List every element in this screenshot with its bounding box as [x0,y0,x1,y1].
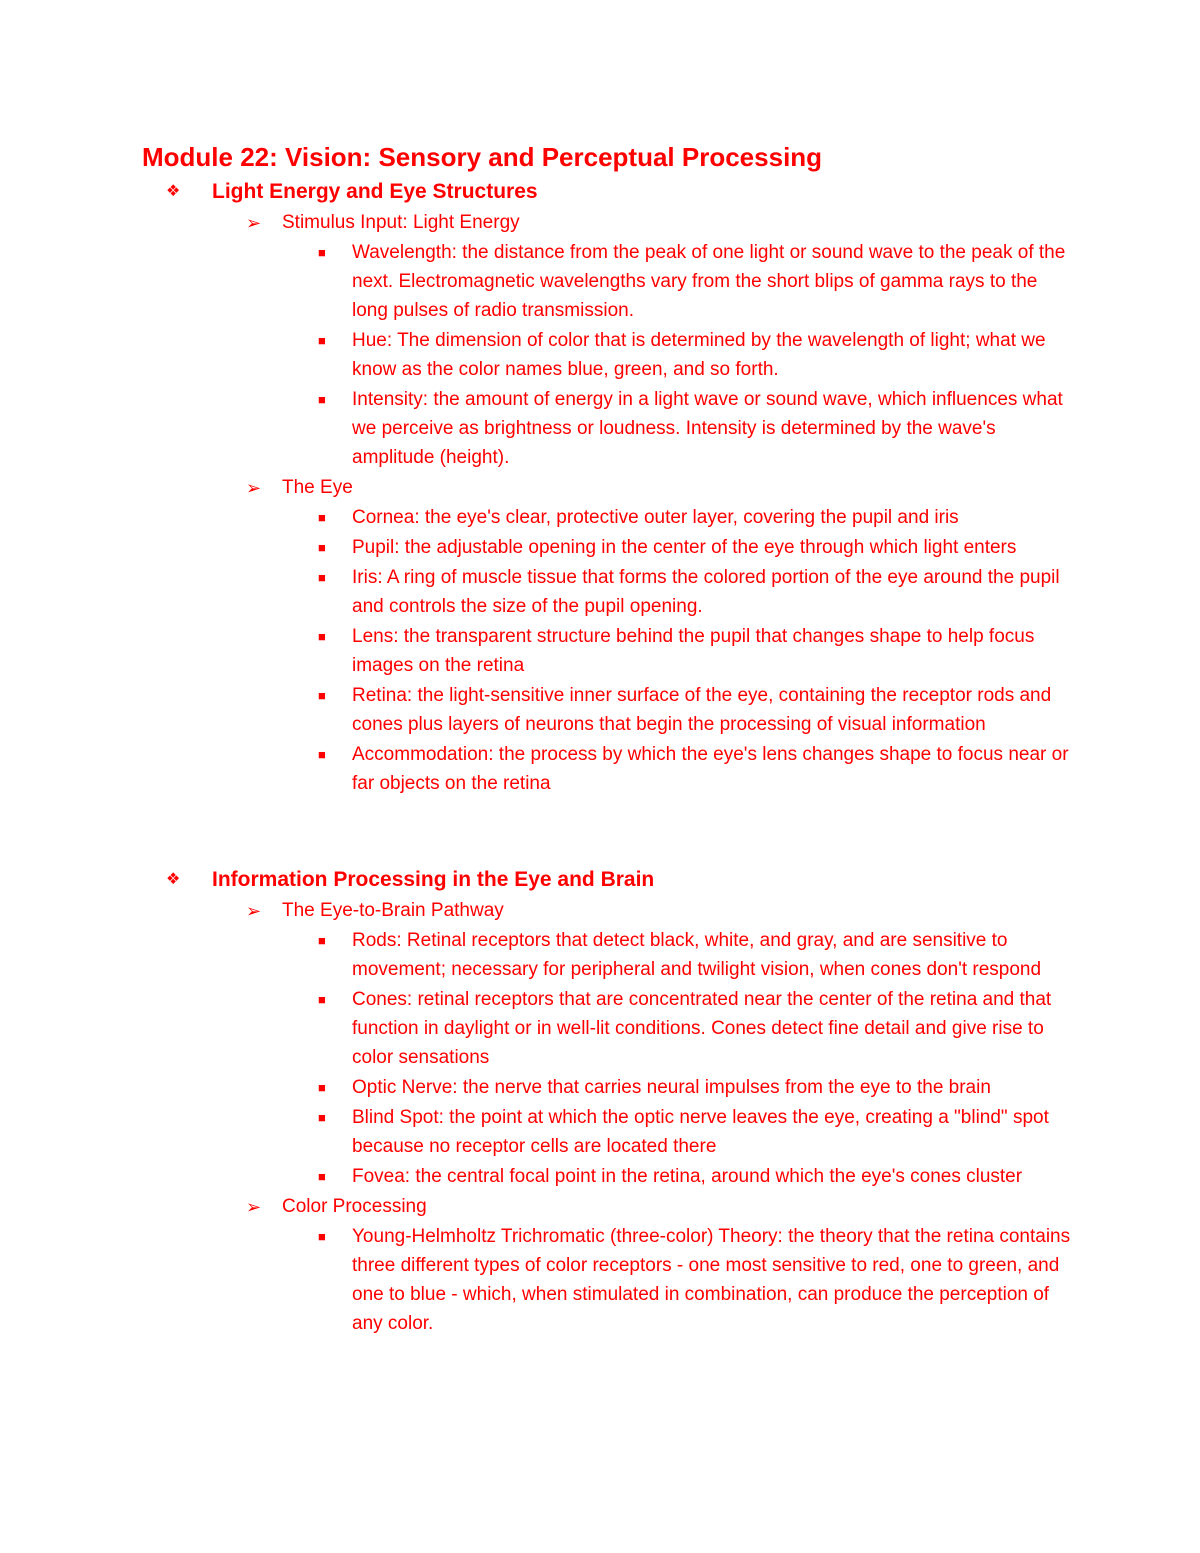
square-bullet-icon: ■ [318,510,326,525]
list-item-text: Cones: retinal receptors that are concentrated near the center of the retina and that function in daylight or in well-lit conditions. Cones detect fine detail and give rise to color sensations [352,989,1052,1068]
subsection-heading [142,208,1072,238]
section-information-processing [142,864,1072,1339]
square-bullet-icon: ■ [318,688,326,703]
section-heading-text: Light Energy and Eye Structures [212,180,538,203]
section-heading-text: Information Processing in the Eye and Brain [212,868,655,891]
square-bullet-icon: ■ [318,747,326,762]
section-heading [142,176,1072,208]
list-item-text: Optic Nerve: the nerve that carries neural impulses from the eye to the brain [352,1077,991,1098]
list-item-text: Intensity: the amount of energy in a light wave or sound wave, which influences what we perceive as brightness or loudness. Intensity is determined by the wave's amplitude (height). [352,389,1063,468]
square-bullet-icon: ■ [318,570,326,585]
list-item [142,1073,1072,1102]
list-item-text: Lens: the transparent structure behind the pupil that changes shape to help focus images on the retina [352,626,1035,676]
arrow-bullet-icon: ➢ [246,901,262,921]
list-item-text: Wavelength: the distance from the peak of one light or sound wave to the peak of the next. Electromagnetic wavelengths vary from the short blips of gamma rays to the long pulses of radio transmission. [352,242,1066,321]
list-item [142,533,1072,562]
list-item-text: Hue: The dimension of color that is determined by the wavelength of light; what we know as the color names blue, green, and so forth. [352,330,1046,380]
square-bullet-icon: ■ [318,1080,326,1095]
list-item [142,1162,1072,1191]
subsection-heading-text: The Eye [282,477,353,498]
list-item [142,740,1072,798]
subsection-heading-text: Color Processing [282,1196,427,1217]
list-item-text: Iris: A ring of muscle tissue that forms the colored portion of the eye around the pupil and controls the size of the pupil opening. [352,567,1060,617]
list-item [142,1103,1072,1161]
square-bullet-icon: ■ [318,1110,326,1125]
list-item [142,563,1072,621]
arrow-bullet-icon: ➢ [246,1197,262,1217]
square-bullet-icon: ■ [318,392,326,407]
list-item-text: Young-Helmholtz Trichromatic (three-color) Theory: the theory that the retina contains three different types of color receptors - one most sensitive to red, one to green, and one to blue - which, when stimulated in combination, can produce the perception of any color. [352,1226,1071,1334]
subsection-heading-text: Stimulus Input: Light Energy [282,212,520,233]
list-item [142,385,1072,472]
list-item-text: Accommodation: the process by which the eye's lens changes shape to focus near or far objects on the retina [352,744,1069,794]
page-title: Module 22: Vision: Sensory and Perceptual Processing [142,142,823,172]
list-item-text: Cornea: the eye's clear, protective outer layer, covering the pupil and iris [352,507,959,528]
list-item [142,326,1072,384]
subsection-heading [142,473,1072,503]
list-item [142,238,1072,325]
subsection-heading-text: The Eye-to-Brain Pathway [282,900,504,921]
square-bullet-icon: ■ [318,629,326,644]
square-bullet-icon: ■ [318,933,326,948]
subsection-heading [142,896,1072,926]
arrow-bullet-icon: ➢ [246,478,262,498]
section-heading [142,864,1072,896]
square-bullet-icon: ■ [318,992,326,1007]
list-item [142,681,1072,739]
list-item-text: Fovea: the central focal point in the retina, around which the eye's cones cluster [352,1166,1023,1187]
list-item [142,503,1072,532]
list-item-text: Blind Spot: the point at which the optic nerve leaves the eye, creating a "blind" spot because no receptor cells are located there [352,1107,1049,1157]
list-item [142,622,1072,680]
list-item-text: Retina: the light-sensitive inner surface of the eye, containing the receptor rods and cones plus layers of neurons that begin the processing of visual information [352,685,1052,735]
list-item-text: Rods: Retinal receptors that detect black, white, and gray, and are sensitive to movement; necessary for peripheral and twilight vision, when cones don't respond [352,930,1042,980]
list-item [142,985,1072,1072]
square-bullet-icon: ■ [318,1229,326,1244]
diamond-bullet-icon: ❖ [166,871,181,888]
square-bullet-icon: ■ [318,333,326,348]
diamond-bullet-icon: ❖ [166,183,181,200]
list-item-text: Pupil: the adjustable opening in the center of the eye through which light enters [352,537,1017,558]
section-light-energy [142,176,1072,799]
subsection-heading [142,1192,1072,1222]
square-bullet-icon: ■ [318,540,326,555]
square-bullet-icon: ■ [318,245,326,260]
arrow-bullet-icon: ➢ [246,213,262,233]
square-bullet-icon: ■ [318,1169,326,1184]
list-item [142,1222,1072,1338]
list-item [142,926,1072,984]
